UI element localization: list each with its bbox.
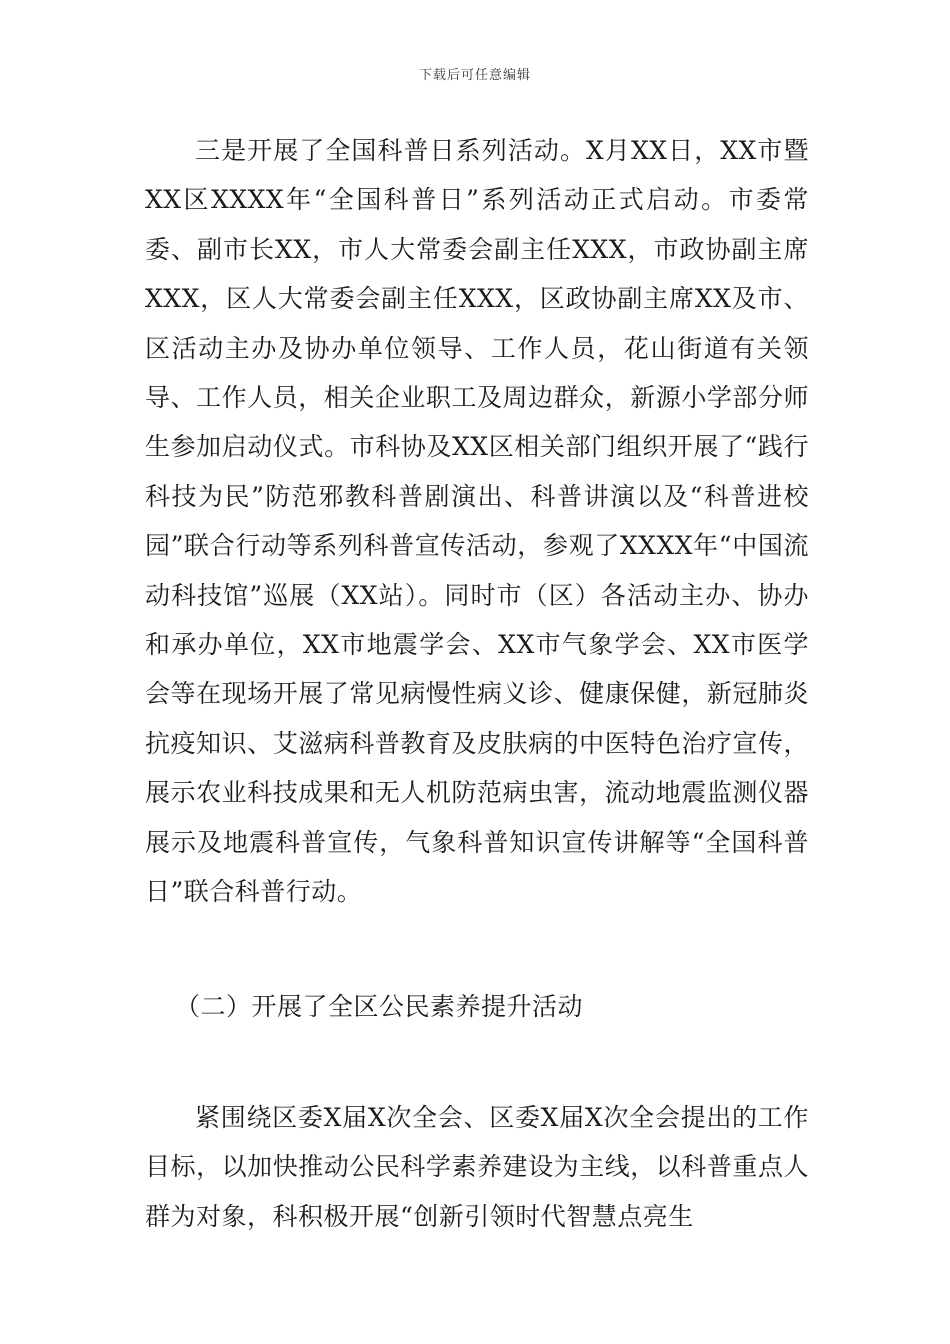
paragraph-science-day: 三是开展了全国科普日系列活动。X月XX日，XX市暨XX区XXXX年“全国科普日”系列活动正式启动。市委常委、副市长XX，市人大常委会副主任XXX，市政协副主席XXX，区人大常委会副主任XXX，区政协副主席XX及市、区活动主办及协办单位领导、工作人员，花山街道有关领导、工作人员，相关企业职工及周边群众，新源小学部分师生参加启动仪式。市科协及XX区相关部门组织开展了“践行科技为民”防范邪教科普剧演出、科普讲演以及“科普进校园”联合行动等系列科普宣传活动，参观了XXXX年“中国流动科技馆”巡展（XX站）。同时市（区）各活动主办、协办和承办单位，XX市地震学会、XX市气象学会、XX市医学会等在现场开展了常见病慢性病义诊、健康保健，新冠肺炎抗疫知识、艾滋病科普教育及皮肤病的中医特色治疗宣传，展示农业科技成果和无人机防范病虫害，流动地震监测仪器展示及地震科普宣传，气象科普知识宣传讲解等“全国科普日”联合科普行动。 — [145, 136, 809, 907]
paragraph-gap — [145, 917, 809, 982]
section-subheading: （二）开展了全区公民素养提升活动 — [175, 991, 584, 1021]
paragraph-literacy: 紧围绕区委X届X次全会、区委X届X次全会提出的工作目标，以加快推动公民科学素养建设为主线，以科普重点人群为对象，科积极开展“创新引领时代智慧点亮生 — [145, 1102, 809, 1231]
document-body — [145, 126, 809, 1241]
paragraph-gap — [145, 1031, 809, 1093]
page-header: 下载后可任意编辑 — [418, 68, 531, 83]
